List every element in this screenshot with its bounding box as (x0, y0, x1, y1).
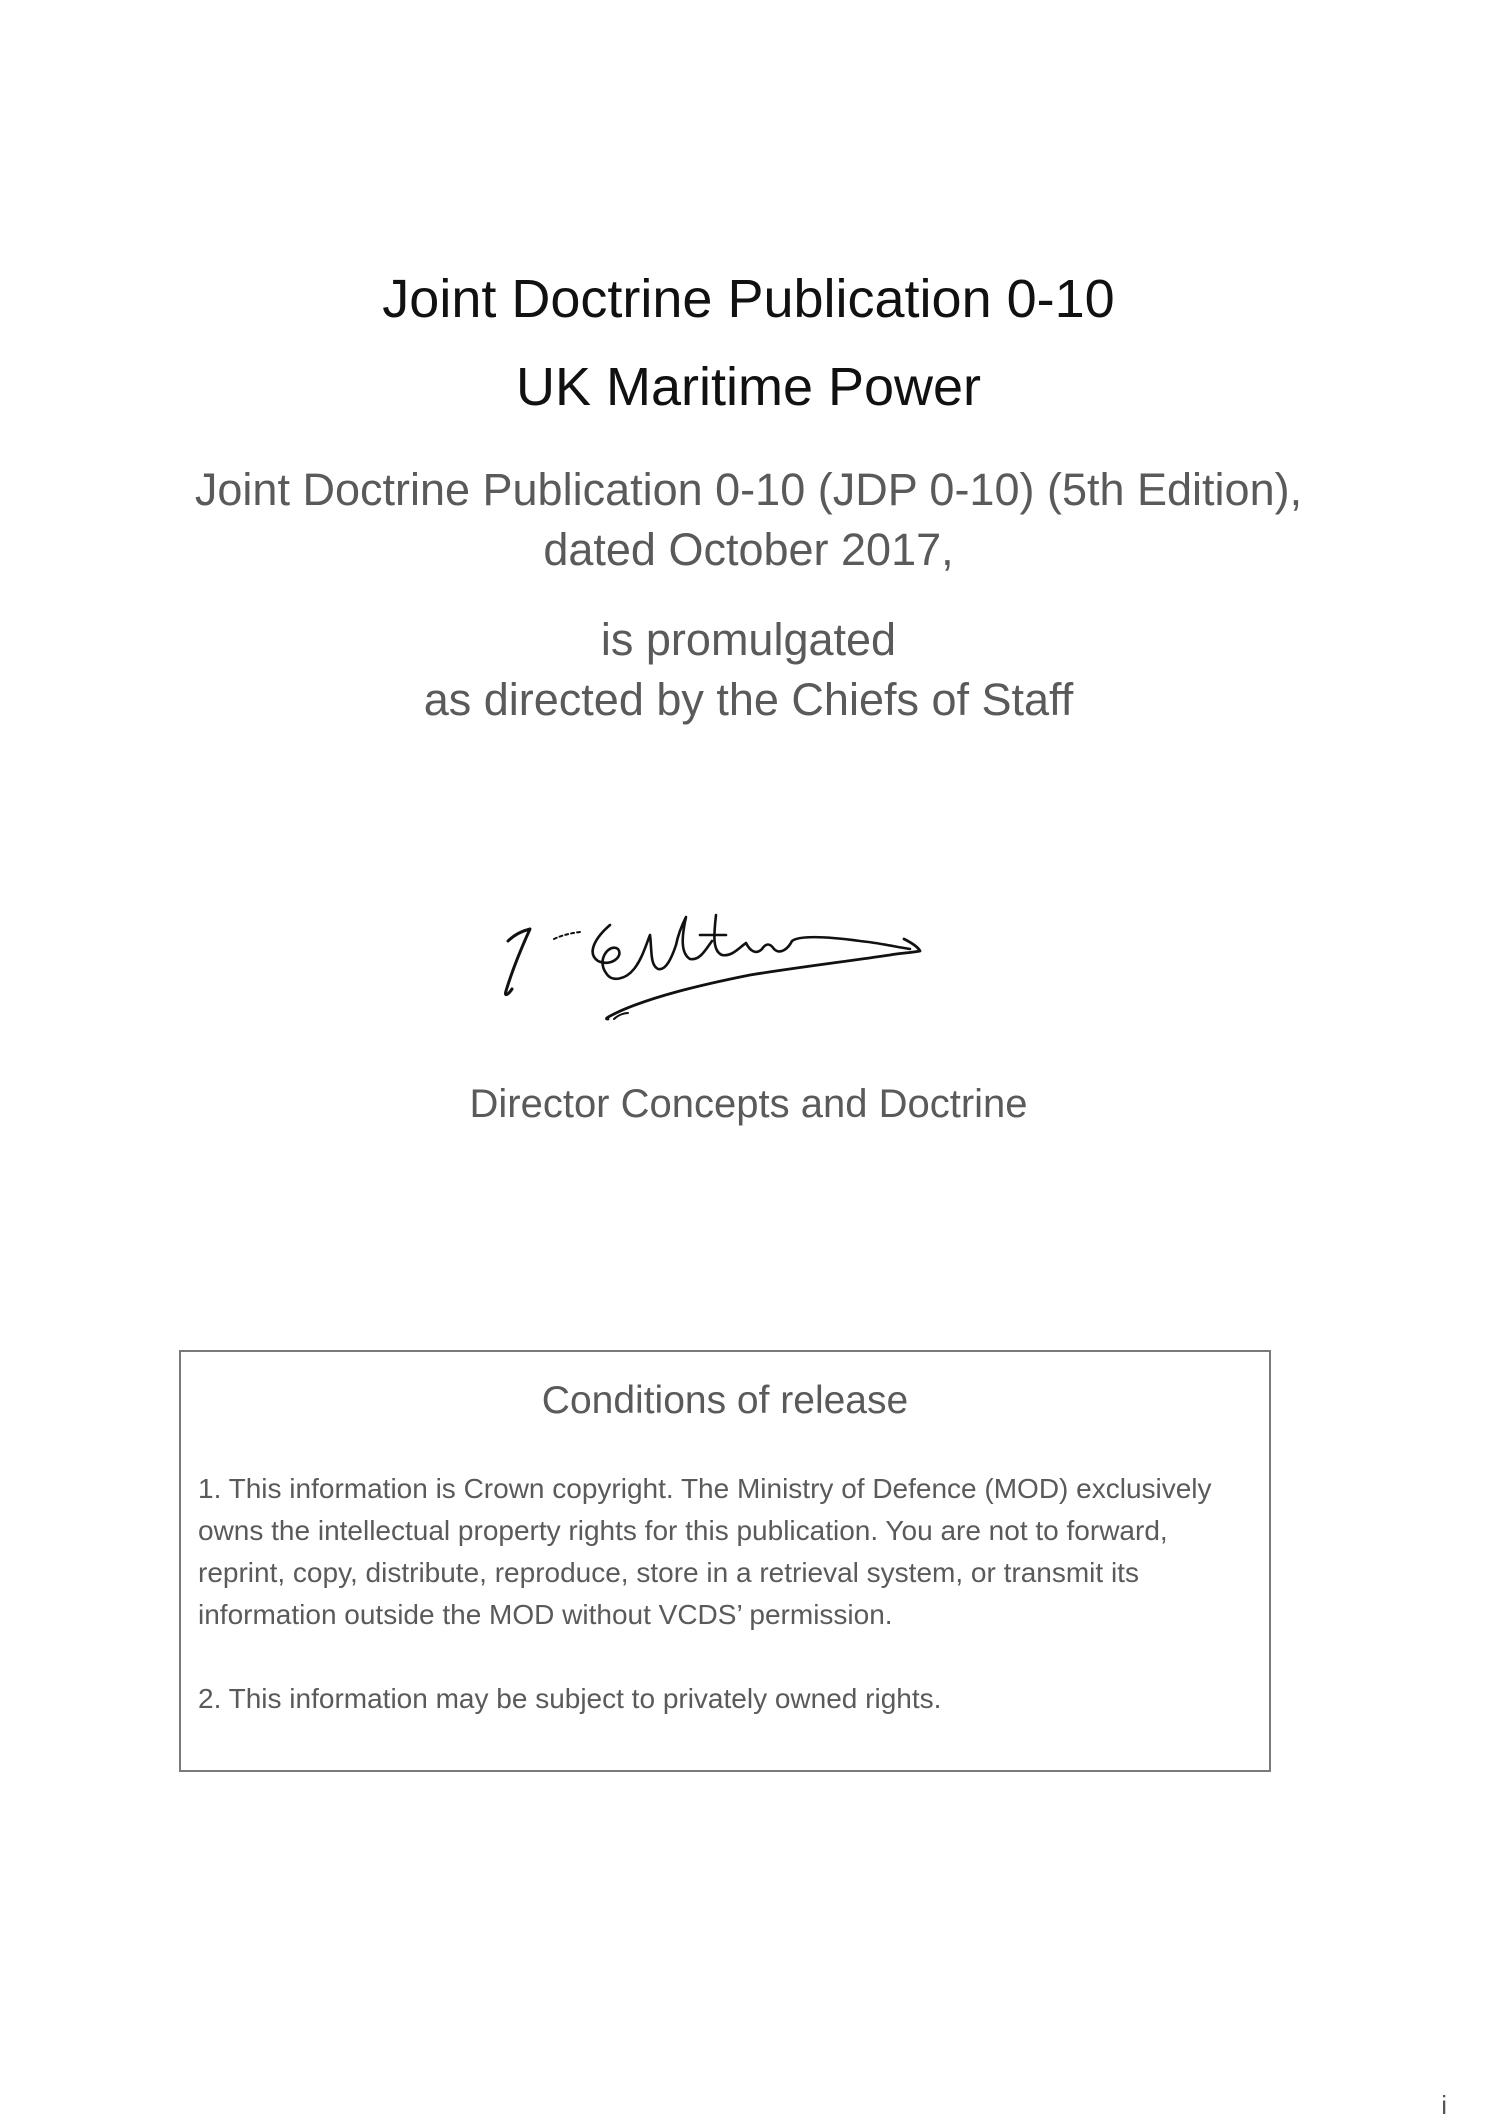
page-number: i (1441, 2090, 1447, 2120)
edition-statement (0, 460, 1497, 580)
document-title: Joint Doctrine Publication 0-10 (382, 269, 1115, 329)
conditions-body (198, 1468, 1248, 1720)
promulgation-line: is promulgated (600, 614, 897, 665)
edition-line: Joint Doctrine Publication 0-10 (JDP 0-10) (5th Edition), (194, 464, 1303, 515)
conditions-of-release-box (179, 1350, 1271, 1772)
condition-item: 2. This information may be subject to privately owned rights. (198, 1683, 942, 1714)
document-subject: UK Maritime Power (515, 357, 982, 417)
conditions-heading: Conditions of release (541, 1379, 909, 1422)
handwritten-signature (500, 895, 1000, 1035)
signatory-title: Director Concepts and Doctrine (469, 1082, 1028, 1126)
edition-date-line: dated October 2017, (543, 524, 954, 575)
condition-item: 1. This information is Crown copyright. The Ministry of Defence (MOD) exclusively owns the intellectual property rights for this publication. You are not to forward, reprint, copy, distribute, reproduce, store in a retrieval system, or transmit its information outside the MOD without VCDS’ permission. (198, 1473, 1212, 1630)
promulgation-authority-line: as directed by the Chiefs of Staff (423, 674, 1074, 725)
promulgation-statement (0, 610, 1497, 730)
